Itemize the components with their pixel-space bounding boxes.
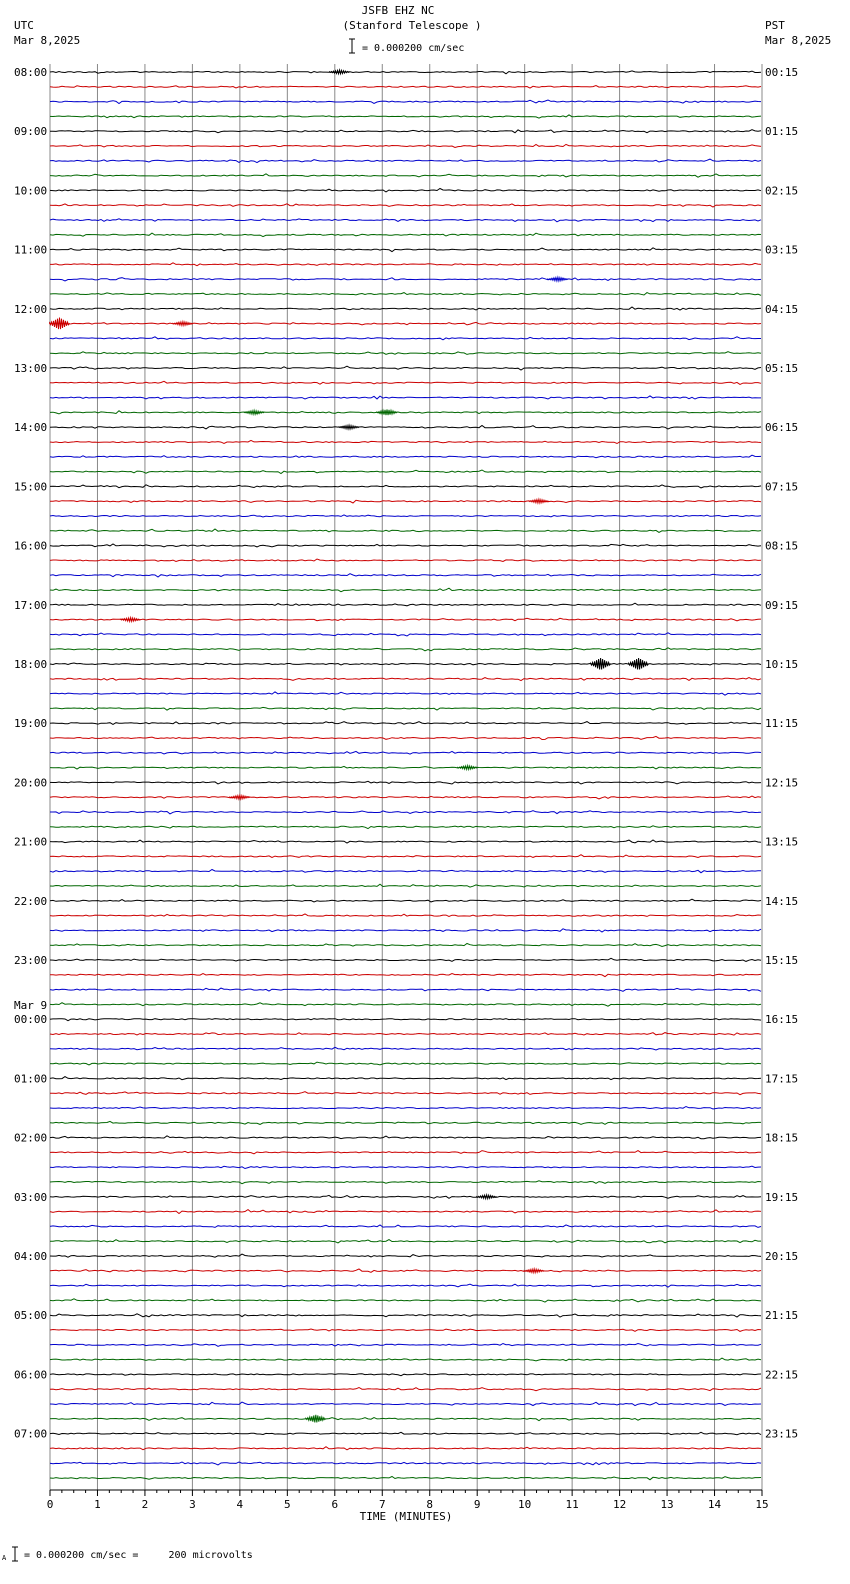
right-hour-label: 05:15 (765, 362, 799, 375)
trace-88 (50, 1374, 761, 1376)
left-hour-label: 20:00 (14, 776, 48, 790)
trace-86 (50, 1344, 761, 1347)
seismic-events (49, 70, 648, 1422)
left-hour-label: 04:00 (14, 1250, 48, 1263)
trace-46 (50, 751, 761, 754)
trace-89 (50, 1388, 761, 1391)
time-axis (47, 1490, 769, 1523)
scale-bar-icons (12, 39, 355, 1561)
right-hour-label: 06:15 (765, 421, 799, 435)
right-hour-label: 20:15 (765, 1250, 799, 1263)
trace-53 (50, 855, 761, 858)
right-hour-label: 19:15 (765, 1190, 799, 1204)
trace-75 (50, 1181, 761, 1184)
x-tick-label-11: 11 (565, 1498, 579, 1511)
date-change-label: Mar 9 (14, 999, 48, 1013)
trace-7 (50, 174, 761, 177)
trace-6 (50, 159, 761, 163)
x-tick-label-3: 3 (189, 1498, 196, 1511)
trace-71 (50, 1121, 761, 1124)
left-date: Mar 8,2025 (14, 34, 81, 47)
header-scale-bar-icon (349, 39, 355, 53)
right-hour-label: 22:15 (765, 1368, 799, 1382)
trace-13 (50, 263, 761, 266)
trace-28 (50, 485, 761, 488)
trace-55 (50, 884, 761, 887)
trace-87 (50, 1358, 761, 1361)
event-12 (458, 766, 478, 770)
right-hour-label: 23:15 (765, 1427, 799, 1441)
trace-80 (50, 1254, 761, 1257)
left-hour-label: 15:00 (14, 480, 48, 494)
event-4 (244, 410, 264, 414)
trace-93 (50, 1447, 761, 1450)
trace-92 (50, 1432, 761, 1434)
left-hour-label: 11:00 (14, 243, 48, 257)
x-tick-label-2: 2 (141, 1498, 149, 1511)
trace-94 (50, 1462, 761, 1465)
right-hour-label: 12:15 (765, 776, 799, 790)
event-0 (330, 70, 350, 74)
trace-56 (50, 899, 761, 902)
x-tick-label-12: 12 (612, 1498, 627, 1511)
right-hour-label: 14:15 (765, 894, 799, 908)
trace-16 (50, 307, 761, 310)
x-tick-label-15: 15 (755, 1498, 769, 1511)
trace-54 (50, 870, 761, 873)
trace-61 (50, 974, 761, 977)
trace-72 (50, 1136, 761, 1139)
footer-scale-note: = 0.000200 cm/sec = 200 microvolts (24, 1550, 253, 1561)
trace-26 (50, 455, 761, 458)
x-tick-label-6: 6 (331, 1498, 339, 1511)
scale-label: = 0.000200 cm/sec (362, 43, 465, 54)
left-hour-label: 21:00 (14, 835, 48, 849)
left-hour-label: 10:00 (14, 184, 48, 198)
x-tick-label-13: 13 (660, 1498, 674, 1511)
trace-70 (50, 1107, 761, 1110)
right-hour-label: 01:15 (765, 125, 799, 139)
event-14 (524, 1269, 544, 1273)
right-hour-label: 10:15 (765, 658, 799, 671)
trace-32 (50, 544, 761, 547)
trace-62 (50, 988, 761, 991)
x-tick-label-14: 14 (707, 1498, 722, 1511)
trace-1 (50, 86, 761, 89)
trace-0 (50, 71, 761, 74)
trace-19 (50, 352, 761, 355)
x-tick-label-5: 5 (284, 1498, 291, 1511)
event-7 (529, 499, 549, 503)
right-hour-label: 07:15 (765, 480, 799, 494)
trace-20 (50, 366, 761, 370)
event-5 (377, 409, 397, 415)
trace-15 (50, 293, 761, 296)
right-hour-label: 09:15 (765, 598, 799, 612)
trace-36 (50, 603, 761, 606)
event-3 (49, 318, 69, 330)
trace-5 (50, 144, 761, 147)
trace-22 (50, 396, 761, 399)
trace-17 (50, 322, 761, 325)
trace-45 (50, 736, 761, 739)
right-hour-label: 13:15 (765, 835, 799, 849)
left-hour-label: 19:00 (14, 717, 48, 731)
event-8 (121, 618, 141, 622)
left-hour-label: 06:00 (14, 1368, 48, 1382)
trace-42 (50, 692, 761, 695)
trace-66 (50, 1047, 761, 1050)
trace-50 (50, 811, 761, 814)
trace-79 (50, 1240, 761, 1243)
left-hour-label: 22:00 (14, 894, 48, 908)
left-hour-label: 16:00 (14, 539, 48, 553)
trace-18 (50, 337, 761, 340)
trace-73 (50, 1151, 761, 1154)
trace-29 (50, 500, 761, 503)
right-hour-label: 17:15 (765, 1072, 799, 1086)
trace-10 (50, 219, 761, 222)
trace-27 (50, 470, 761, 474)
left-hour-label: 01:00 (14, 1072, 48, 1086)
trace-77 (50, 1210, 761, 1214)
trace-81 (50, 1269, 761, 1272)
left-hour-label: 12:00 (14, 302, 48, 316)
x-tick-label-10: 10 (518, 1498, 532, 1511)
right-hour-label: 21:15 (765, 1309, 799, 1323)
trace-21 (50, 381, 761, 384)
trace-38 (50, 633, 761, 636)
trace-59 (50, 944, 761, 947)
trace-39 (50, 648, 761, 651)
trace-84 (50, 1314, 761, 1317)
trace-44 (50, 722, 761, 725)
trace-85 (50, 1329, 761, 1331)
trace-95 (50, 1477, 761, 1480)
right-hour-label: 18:15 (765, 1131, 799, 1145)
left-hour-label: 05:00 (14, 1309, 48, 1323)
trace-90 (50, 1402, 761, 1406)
event-13 (477, 1195, 497, 1199)
event-6 (339, 425, 359, 429)
trace-35 (50, 588, 761, 592)
trace-63 (50, 1003, 761, 1007)
footer-marker: A (2, 1554, 7, 1562)
trace-69 (50, 1092, 761, 1095)
trace-74 (50, 1166, 761, 1168)
trace-12 (50, 248, 761, 252)
trace-11 (50, 233, 761, 237)
trace-25 (50, 440, 761, 443)
left-hour-label: 03:00 (14, 1190, 48, 1204)
left-hour-label: 09:00 (14, 125, 48, 139)
event-10 (629, 658, 649, 670)
left-hour-label: 07:00 (14, 1427, 48, 1441)
left-hour-label: 23:00 (14, 954, 48, 967)
trace-68 (50, 1077, 761, 1080)
trace-37 (50, 618, 761, 621)
x-tick-label-0: 0 (46, 1498, 54, 1511)
trace-24 (50, 426, 761, 430)
x-axis-label: TIME (MINUTES) (359, 1510, 453, 1523)
station-title: JSFB EHZ NC (361, 4, 435, 17)
x-tick-label-4: 4 (236, 1498, 244, 1511)
trace-49 (50, 796, 761, 799)
trace-51 (50, 826, 761, 829)
right-hour-label: 11:15 (765, 717, 799, 731)
trace-78 (50, 1225, 761, 1228)
trace-82 (50, 1284, 761, 1287)
right-hour-label: 16:15 (765, 1013, 799, 1027)
seismic-traces (50, 71, 761, 1480)
event-9 (591, 658, 611, 670)
trace-8 (50, 189, 761, 192)
trace-41 (50, 678, 761, 681)
trace-14 (50, 278, 761, 281)
event-15 (306, 1415, 326, 1423)
left-timezone: UTC (14, 19, 34, 32)
right-hour-label: 00:15 (765, 66, 799, 79)
trace-9 (50, 204, 761, 207)
right-hour-label: 15:15 (765, 954, 799, 967)
trace-2 (50, 100, 761, 104)
right-hour-label: 08:15 (765, 539, 799, 553)
right-timezone: PST (765, 19, 785, 32)
right-hour-label: 04:15 (765, 302, 799, 316)
trace-91 (50, 1418, 761, 1421)
trace-4 (50, 130, 761, 133)
left-hour-label: 18:00 (14, 658, 48, 671)
left-hour-label: 13:00 (14, 362, 48, 375)
right-hour-label: 02:15 (765, 184, 799, 198)
station-location: (Stanford Telescope ) (342, 19, 482, 32)
trace-48 (50, 781, 761, 784)
left-hour-label: 08:00 (14, 66, 48, 79)
trace-40 (50, 663, 761, 665)
trace-52 (50, 840, 761, 843)
minute-gridlines (50, 64, 762, 1490)
trace-58 (50, 929, 761, 932)
left-hour-label: 00:00 (14, 1013, 48, 1027)
right-date: Mar 8,2025 (765, 34, 832, 47)
trace-76 (50, 1195, 761, 1198)
x-tick-label-7: 7 (378, 1498, 386, 1511)
x-tick-label-1: 1 (94, 1498, 101, 1511)
event-1 (173, 322, 193, 326)
trace-31 (50, 529, 761, 532)
trace-33 (50, 559, 761, 562)
trace-64 (50, 1019, 761, 1021)
event-2 (548, 277, 568, 281)
x-tick-label-9: 9 (473, 1498, 481, 1511)
x-tick-label-8: 8 (426, 1498, 434, 1511)
trace-47 (50, 766, 761, 769)
left-hour-label: 02:00 (14, 1131, 48, 1145)
trace-43 (50, 707, 761, 710)
trace-83 (50, 1299, 761, 1302)
trace-60 (50, 958, 761, 961)
footer-scale-bar-icon (12, 1547, 18, 1561)
trace-57 (50, 914, 761, 917)
left-hour-label: 17:00 (14, 598, 48, 612)
trace-65 (50, 1033, 761, 1036)
right-hour-label: 03:15 (765, 243, 799, 257)
trace-34 (50, 574, 761, 577)
trace-3 (50, 115, 761, 118)
trace-23 (50, 411, 761, 414)
trace-67 (50, 1062, 761, 1065)
trace-30 (50, 515, 761, 517)
left-hour-label: 14:00 (14, 421, 48, 435)
